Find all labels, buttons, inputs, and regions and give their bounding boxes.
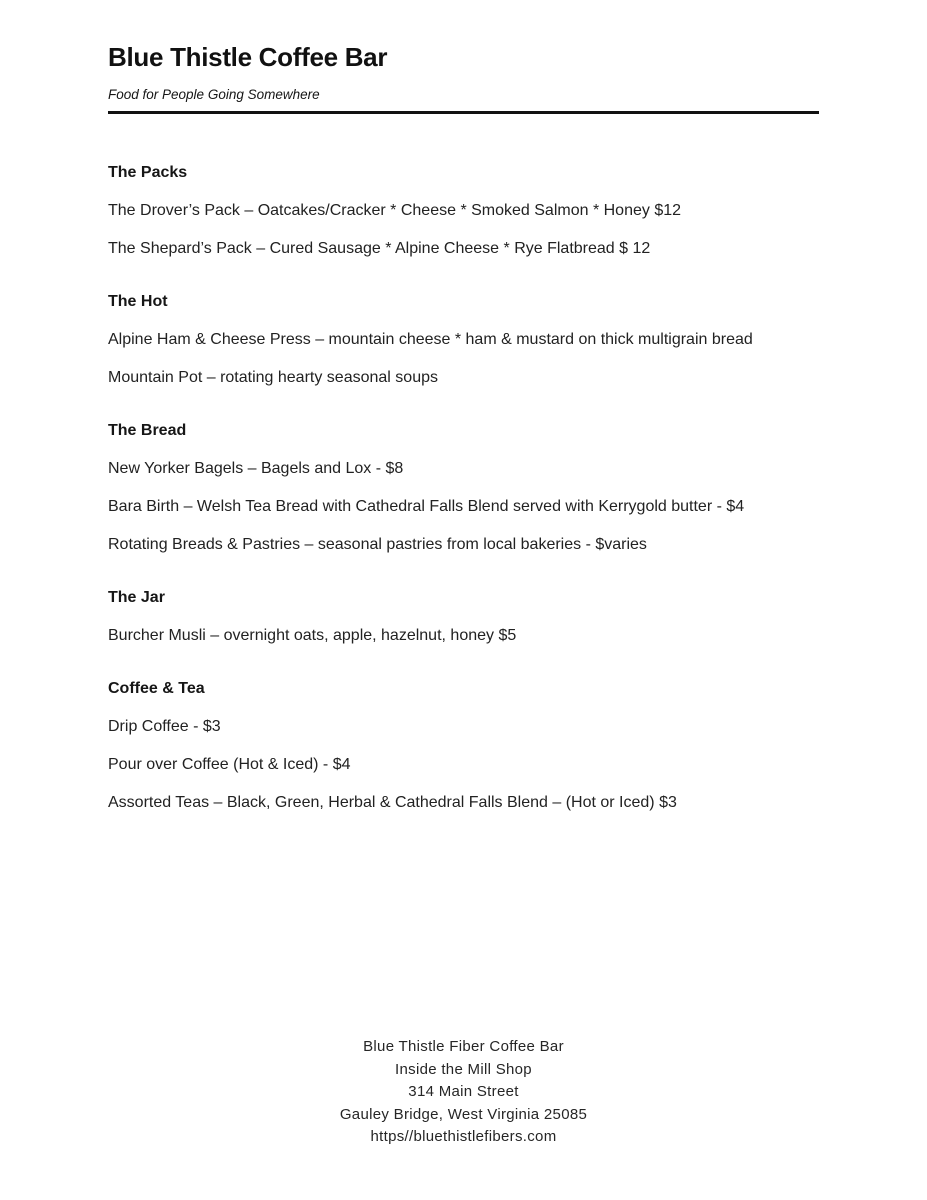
menu-item: Mountain Pot – rotating hearty seasonal soups bbox=[108, 369, 438, 386]
section-heading: The Jar bbox=[108, 589, 165, 606]
header-divider bbox=[108, 111, 819, 114]
section-the-hot bbox=[108, 294, 819, 386]
section-heading: The Bread bbox=[108, 422, 187, 439]
menu-item: Alpine Ham & Cheese Press – mountain cheese * ham & mustard on thick multigrain bread bbox=[108, 331, 753, 348]
footer-location-note: Inside the Mill Shop bbox=[395, 1060, 532, 1078]
section-heading: Coffee & Tea bbox=[108, 680, 205, 697]
menu-item: Rotating Breads & Pastries – seasonal pastries from local bakeries - $varies bbox=[108, 536, 647, 553]
section-coffee-and-tea bbox=[108, 681, 819, 811]
menu-item: New Yorker Bagels – Bagels and Lox - $8 bbox=[108, 460, 404, 477]
section-the-bread bbox=[108, 423, 819, 553]
page-title: Blue Thistle Coffee Bar bbox=[108, 42, 388, 72]
footer-website-url: https//bluethistlefibers.com bbox=[370, 1128, 557, 1145]
menu-item: The Shepard’s Pack – Cured Sausage * Alpine Cheese * Rye Flatbread $ 12 bbox=[108, 240, 651, 257]
menu-footer bbox=[0, 1036, 927, 1149]
footer-street-address: 314 Main Street bbox=[408, 1083, 519, 1100]
menu-item: Assorted Teas – Black, Green, Herbal & Cathedral Falls Blend – (Hot or Iced) $3 bbox=[108, 794, 677, 811]
section-heading: The Hot bbox=[108, 293, 168, 310]
footer-city-state-zip: Gauley Bridge, West Virginia 25085 bbox=[339, 1105, 588, 1123]
menu-item: The Drover’s Pack – Oatcakes/Cracker * Cheese * Smoked Salmon * Honey $12 bbox=[108, 202, 682, 219]
menu-item: Drip Coffee - $3 bbox=[108, 718, 221, 735]
menu-body bbox=[108, 165, 819, 811]
menu-item: Burcher Musli – overnight oats, apple, hazelnut, honey $5 bbox=[108, 627, 517, 644]
section-heading: The Packs bbox=[108, 164, 188, 181]
footer-business-name: Blue Thistle Fiber Coffee Bar bbox=[363, 1038, 564, 1055]
tagline: Food for People Going Somewhere bbox=[108, 87, 320, 102]
section-the-jar bbox=[108, 590, 819, 644]
menu-item: Pour over Coffee (Hot & Iced) - $4 bbox=[108, 756, 351, 773]
menu-item: Bara Birth – Welsh Tea Bread with Cathedral Falls Blend served with Kerrygold butter - $4 bbox=[108, 498, 745, 515]
menu-header bbox=[108, 43, 819, 114]
section-the-packs bbox=[108, 165, 819, 257]
